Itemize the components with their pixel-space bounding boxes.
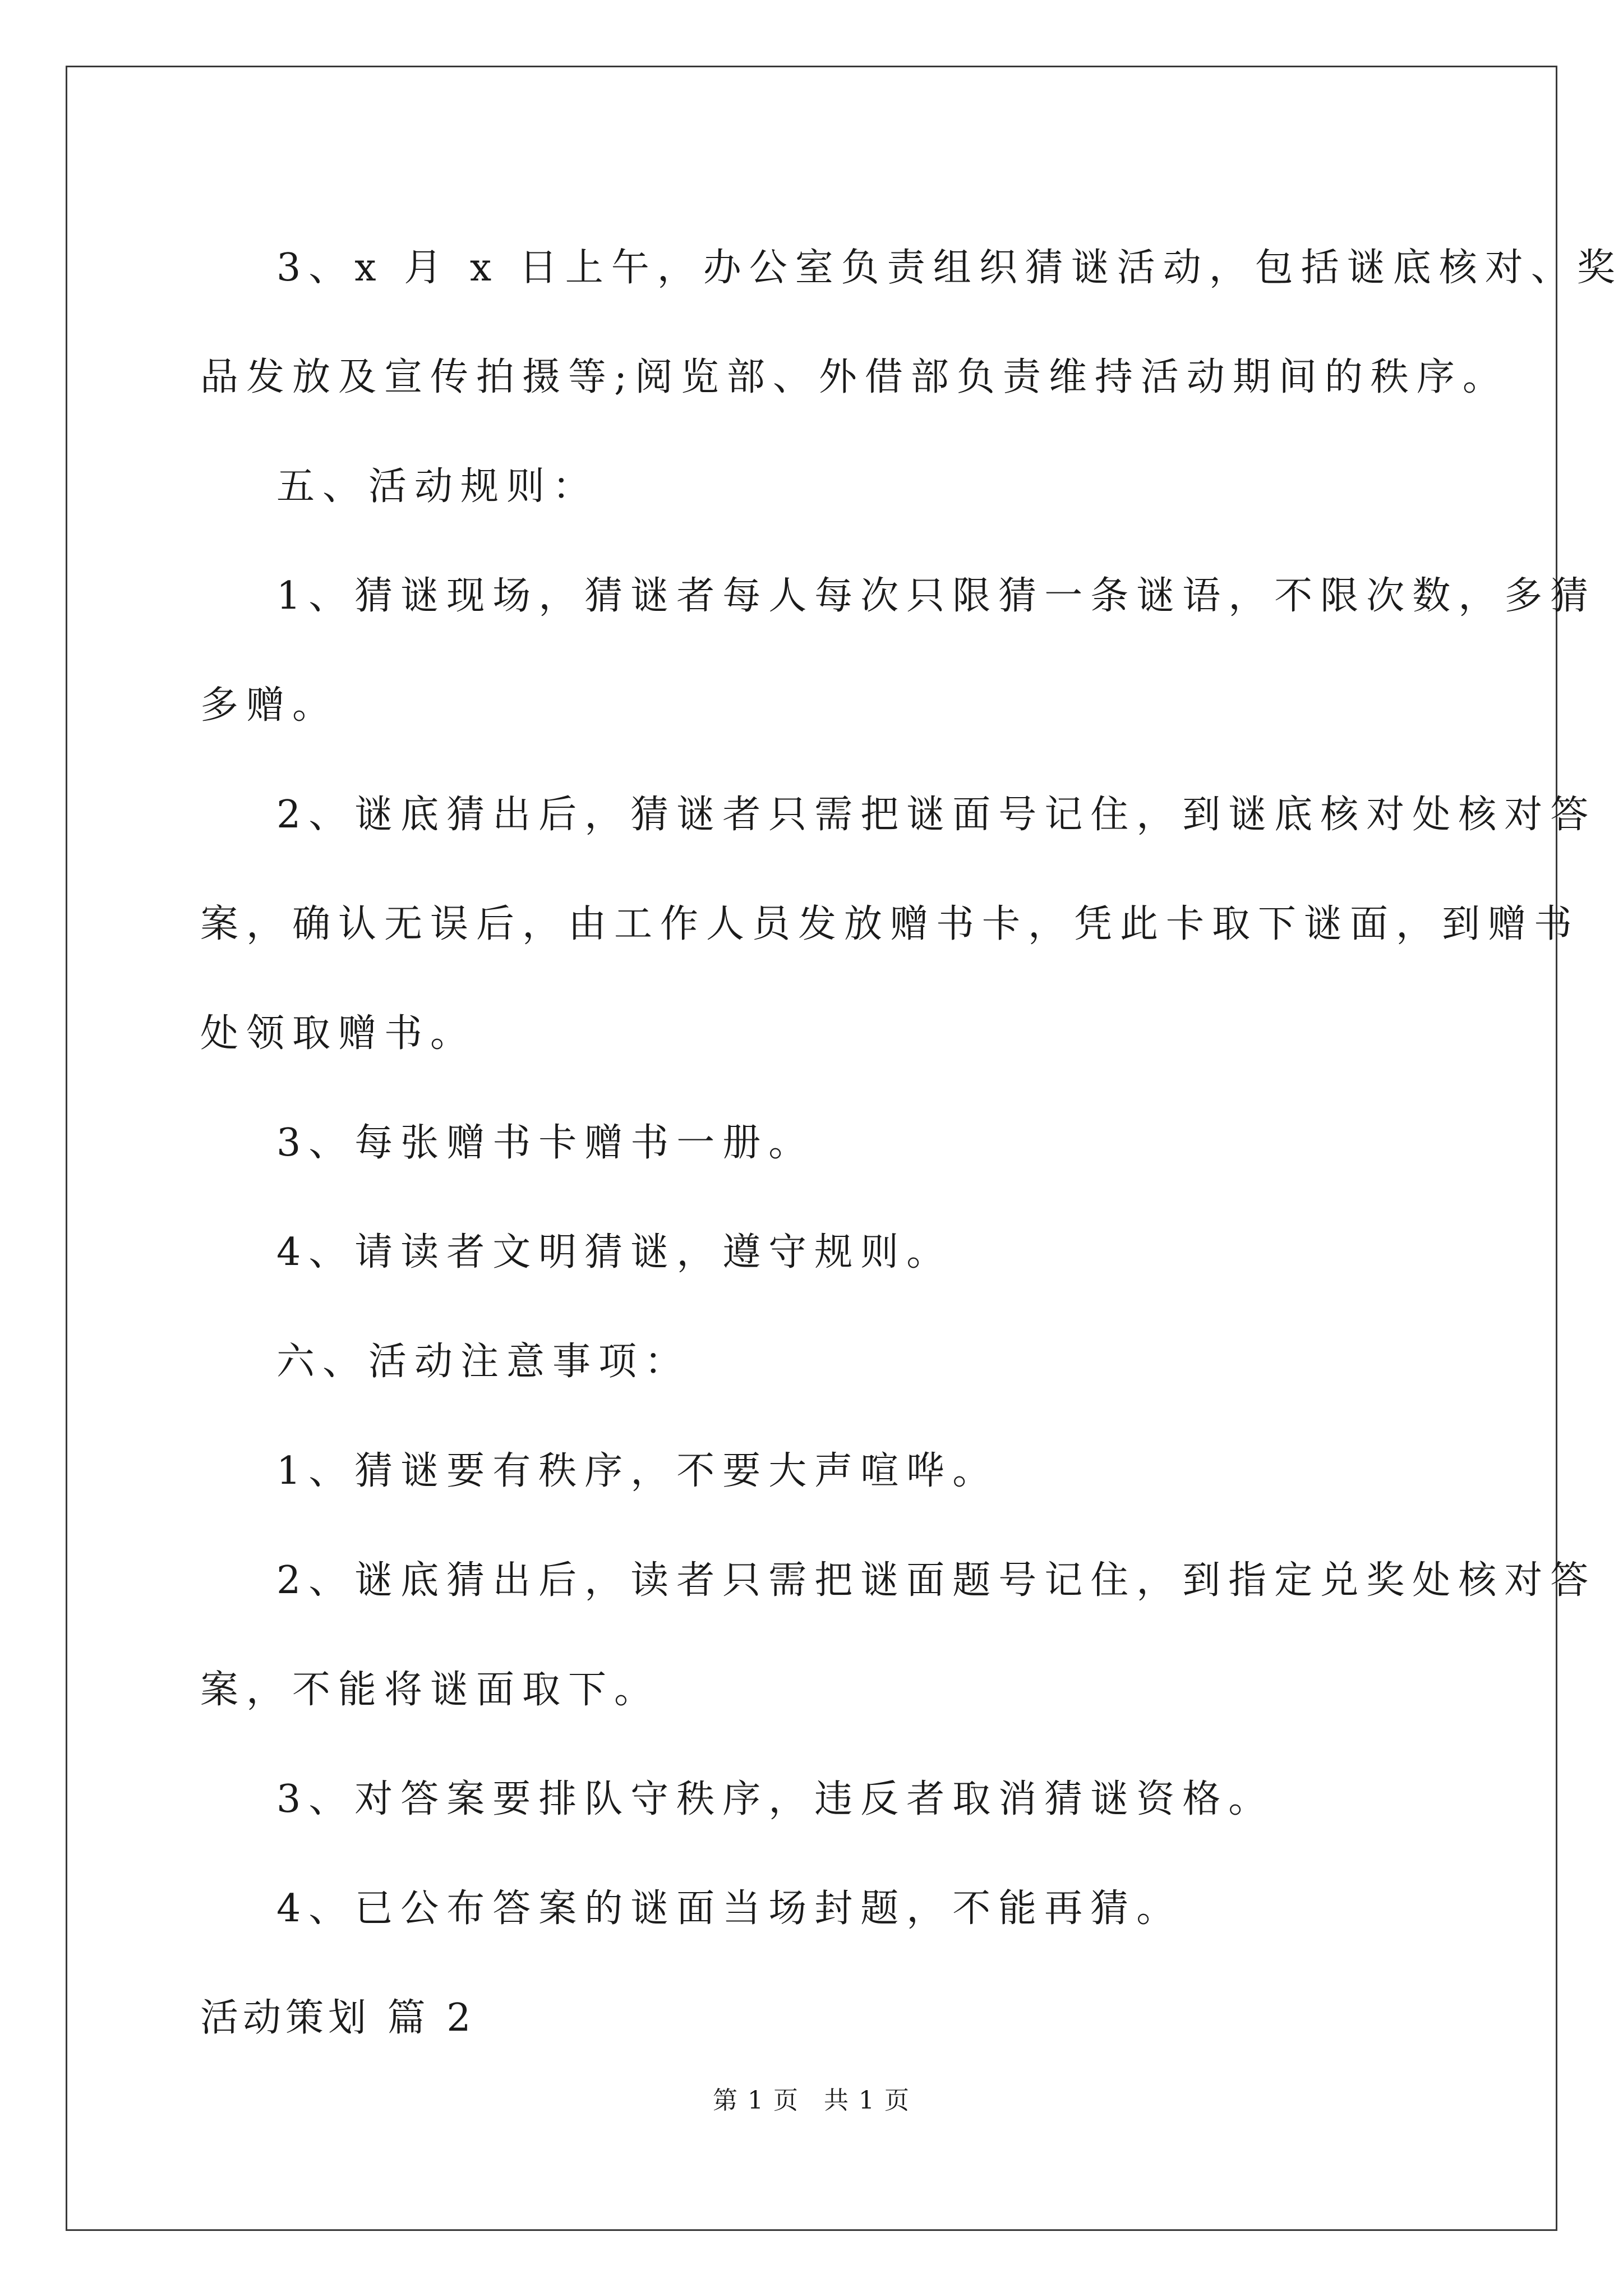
paragraph-organization — [200, 213, 1623, 432]
paragraph-note-2 — [200, 1526, 1597, 1745]
paragraph-rule-1 — [200, 541, 1597, 760]
text-line: 多赠。 — [200, 683, 339, 728]
text-line: 案，确认无误后，由工作人员发放赠书卡，凭此卡取下谜面，到赠书 — [200, 902, 1580, 946]
text-line: 六、活动注意事项： — [276, 1340, 691, 1384]
text-line: 3、x 月 x 日上午，办公室负责组织猜谜活动，包括谜底核对、奖 — [276, 246, 1623, 290]
paragraph-rule-2 — [200, 760, 1597, 1088]
text-line: 3、每张赠书卡赠书一册。 — [276, 1121, 815, 1165]
section-heading-rules — [200, 432, 1426, 541]
paragraph-note-1 — [200, 1416, 1426, 1526]
text-line: 案，不能将谜面取下。 — [200, 1668, 661, 1712]
text-line: 1、猜谜要有秩序，不要大声喧哗。 — [276, 1449, 999, 1493]
section-heading-notes — [200, 1307, 1426, 1416]
document-body — [200, 213, 1623, 2073]
text-line: 2、谜底猜出后，读者只需把谜面题号记住，到指定兑奖处核对答 — [276, 1558, 1597, 1603]
text-line: 4、已公布答案的谜面当场封题，不能再猜。 — [276, 1887, 1183, 1931]
page-footer — [0, 2080, 1623, 2116]
paragraph-note-4 — [200, 1854, 1426, 1963]
paragraph-note-3 — [200, 1745, 1426, 1854]
page-total: 共 1 页 — [824, 2086, 910, 2115]
text-line: 五、活动规则： — [276, 464, 599, 509]
text-line: 4、请读者文明猜谜，遵守规则。 — [276, 1230, 953, 1274]
text-line: 1、猜谜现场，猜谜者每人每次只限猜一条谜语，不限次数，多猜 — [276, 574, 1597, 618]
paragraph-rule-4 — [200, 1198, 1426, 1307]
text-line: 处领取赠书。 — [200, 1011, 477, 1056]
text-line: 品发放及宣传拍摄等;阅览部、外借部负责维持活动期间的秩序。 — [200, 355, 1509, 399]
page-number: 第 1 页 — [713, 2086, 799, 2115]
text-line: 2、谜底猜出后，猜谜者只需把谜面号记住，到谜底核对处核对答 — [276, 793, 1597, 837]
paragraph-rule-3 — [200, 1088, 1426, 1198]
section-title: 活动策划 篇 2 — [200, 1996, 476, 2040]
text-line: 3、对答案要排队守秩序，违反者取消猜谜资格。 — [276, 1777, 1275, 1821]
